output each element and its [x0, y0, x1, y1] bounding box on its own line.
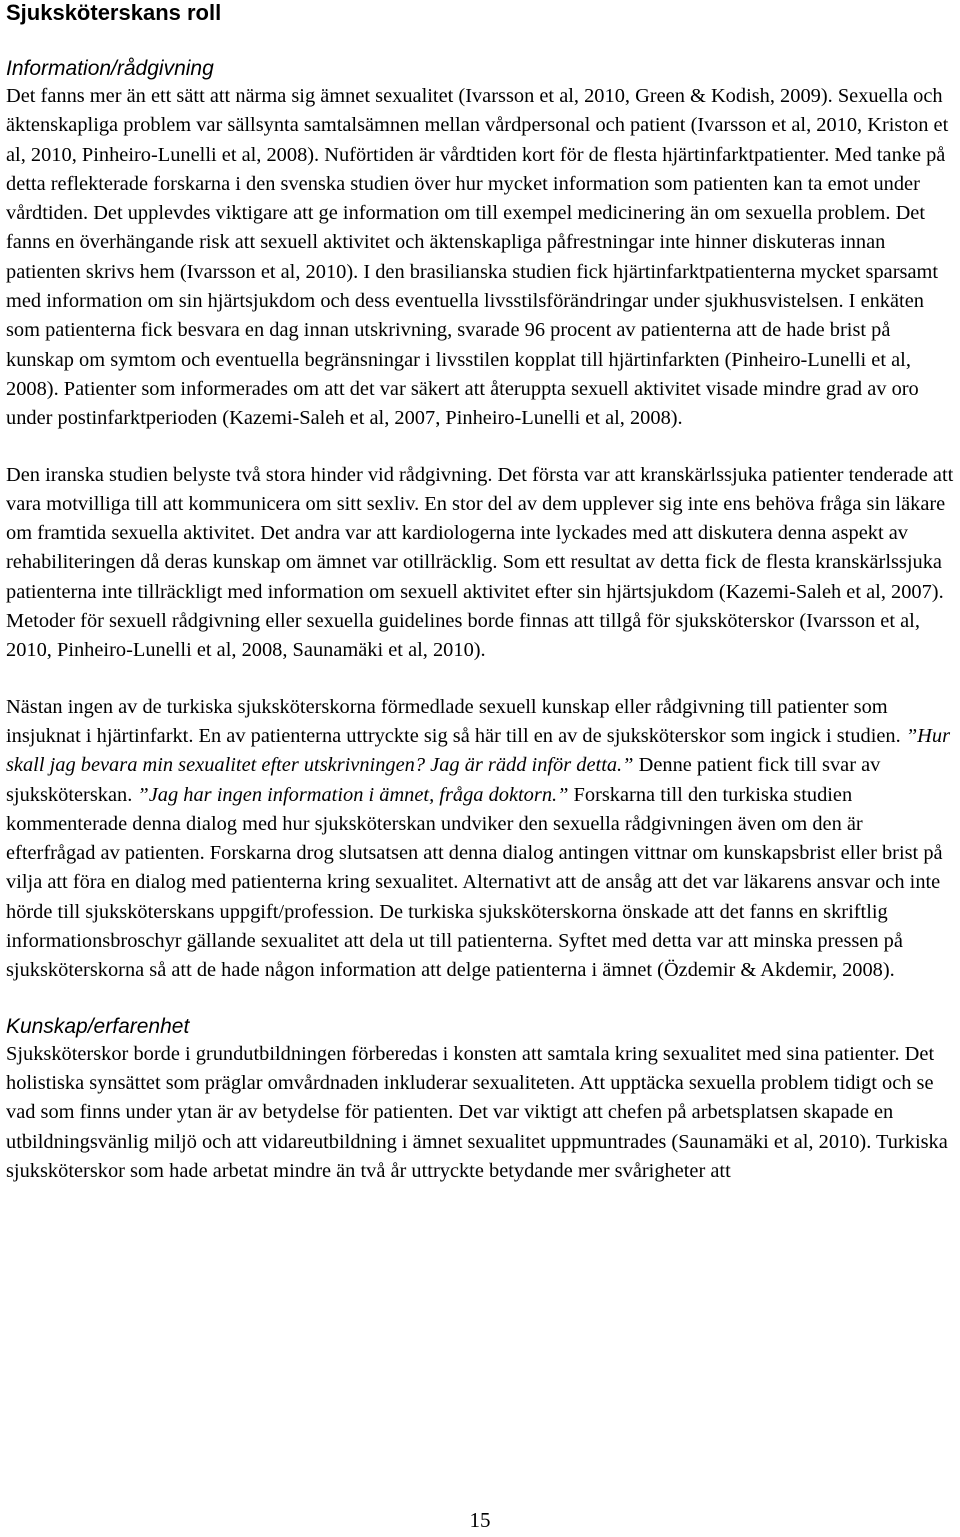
document-page — [6, 0, 954, 1186]
section-heading-kunskap: Kunskap/erfarenhet — [6, 1014, 190, 1038]
page-number: 15 — [469, 1508, 491, 1532]
paragraph-information-2 — [6, 461, 954, 666]
paragraph-text: Denne patient fick till svar av sjuksköterskan. — [6, 754, 881, 806]
patient-quote: ”Hur skall jag bevara min sexualitet efter utskrivningen? Jag är rädd inför detta.” — [6, 724, 951, 777]
nurse-quote: ”Jag har ingen information i ämnet, fråga doktorn.” — [137, 783, 569, 806]
paragraph-kunskap-1 — [6, 1040, 954, 1186]
paragraph-text: Forskarna till den turkiska studien kommenterade denna dialog med hur sjuksköterskan undviker den sexuella rådgivningen även om den är efterfrågad av patienten. Forskarna drog slutsatsen att denna dialog antingen vittnar om kunskapsbrist eller brist på vilja att föra en dialog med patienterna kring sexualitet. Alternativt att de ansåg att det var läkarens ansvar och inte hörde till sjuksköterskans uppgift/profession. De turkiska sjuksköterskorna önskade att det fanns en skriftlig informationsbroschyr gällande sexualitet att dela ut till patienterna. Syftet med detta var att minska pressen på sjuksköterskorna så att de hade någon information att delge patienterna i ämnet (Özdemir & Akdemir, 2008). — [6, 783, 943, 982]
paragraph-text: Det fanns mer än ett sätt att närma sig ämnet sexualitet (Ivarsson et al, 2010, Green & Kodish, 2009). Sexuella och äktenskapliga problem var sällsynta samtalsämnen mellan vårdpersonal och patient (Ivarsson et al, 2010, Kriston et al, 2010, Pinheiro-Lunelli et al, 2008). Nuförtiden är vårdtiden kort för de flesta hjärtinfarktpatienter. Med tanke på detta reflekterade forskarna i den svenska studien över hur mycket information som patienten kan ta emot under vårdtiden. Det upplevdes viktigare att ge information om till exempel medicinering än om sexuella problem. Det fanns en överhängande risk att sexuell aktivitet och äktenskapliga påfrestningar inte hinner diskuteras innan patienten skrivs hem (Ivarsson et al, 2010). I den brasilianska studien fick hjärtinfarktpatienterna mycket sparsamt med information om sin hjärtsjukdom och dess eventuella livsstilsförändringar under sjukhusvistelsen. I enkäten som patienterna fick besvara en dag innan utskrivning, svarade 96 procent av patienterna att de hade brist på kunskap om symtom och eventuella begränsningar i livsstilen kopplat till hjärtinfarkten (Pinheiro-Lunelli et al, 2008). Patienter som informerades om att det var säkert att återuppta sexuell aktivitet visade mindre grad av oro under postinfarktperioden (Kazemi-Saleh et al, 2007, Pinheiro-Lunelli et al, 2008). — [6, 85, 949, 430]
paragraph-text: Nästan ingen av de turkiska sjuksköterskorna förmedlade sexuell kunskap eller rådgivning till patienter som insjuknat i hjärtinfarkt. En av patienterna uttryckte sig så här till en av de sjuksköterskor som ingick i studien. — [6, 695, 906, 747]
paragraph-information-1 — [6, 82, 954, 434]
paragraph-information-3 — [6, 693, 954, 986]
page-title: Sjuksköterskans roll — [6, 0, 222, 25]
section-heading-information: Information/rådgivning — [6, 57, 214, 80]
paragraph-text: Den iranska studien belyste två stora hinder vid rådgivning. Det första var att kranskärlssjuka patienter tenderade att vara motvilliga till att kommunicera om sitt sexliv. En stor del av dem upplever sig inte ens behöva fråga sin läkare om framtida sexuella aktivitet. Det andra var att kardiologerna inte lyckades med att diskutera denna aspekt av rehabiliteringen då deras kunskap om ämnet var otillräcklig. Som ett resultat av detta fick de flesta kranskärlssjuka patienterna inte tillräckligt med information om sexuell aktivitet efter sin hjärtsjukdom (Kazemi-Saleh et al, 2007). Metoder för sexuell rådgivning eller sexuella guidelines borde finnas att tillgå för sjuksköterskor (Ivarsson et al, 2010, Pinheiro-Lunelli et al, 2008, Saunamäki et al, 2010). — [6, 463, 954, 662]
paragraph-text: Sjuksköterskor borde i grundutbildningen förberedas i konsten att samtala kring sexualitet med sina patienter. Det holistiska synsättet som präglar omvårdnaden inkluderar sexualiteten. Att upptäcka sexuella problem tidigt och se vad som finns under ytan är av betydelse för patienten. Det var viktigt att chefen på arbetsplatsen skapade en utbildningsvänlig miljö och att vidareutbildning i ämnet sexualitet uppmuntrades (Saunamäki et al, 2010). Turkiska sjuksköterskor som hade arbetat mindre än två år uttryckte betydande mer svårigheter att — [6, 1042, 948, 1182]
